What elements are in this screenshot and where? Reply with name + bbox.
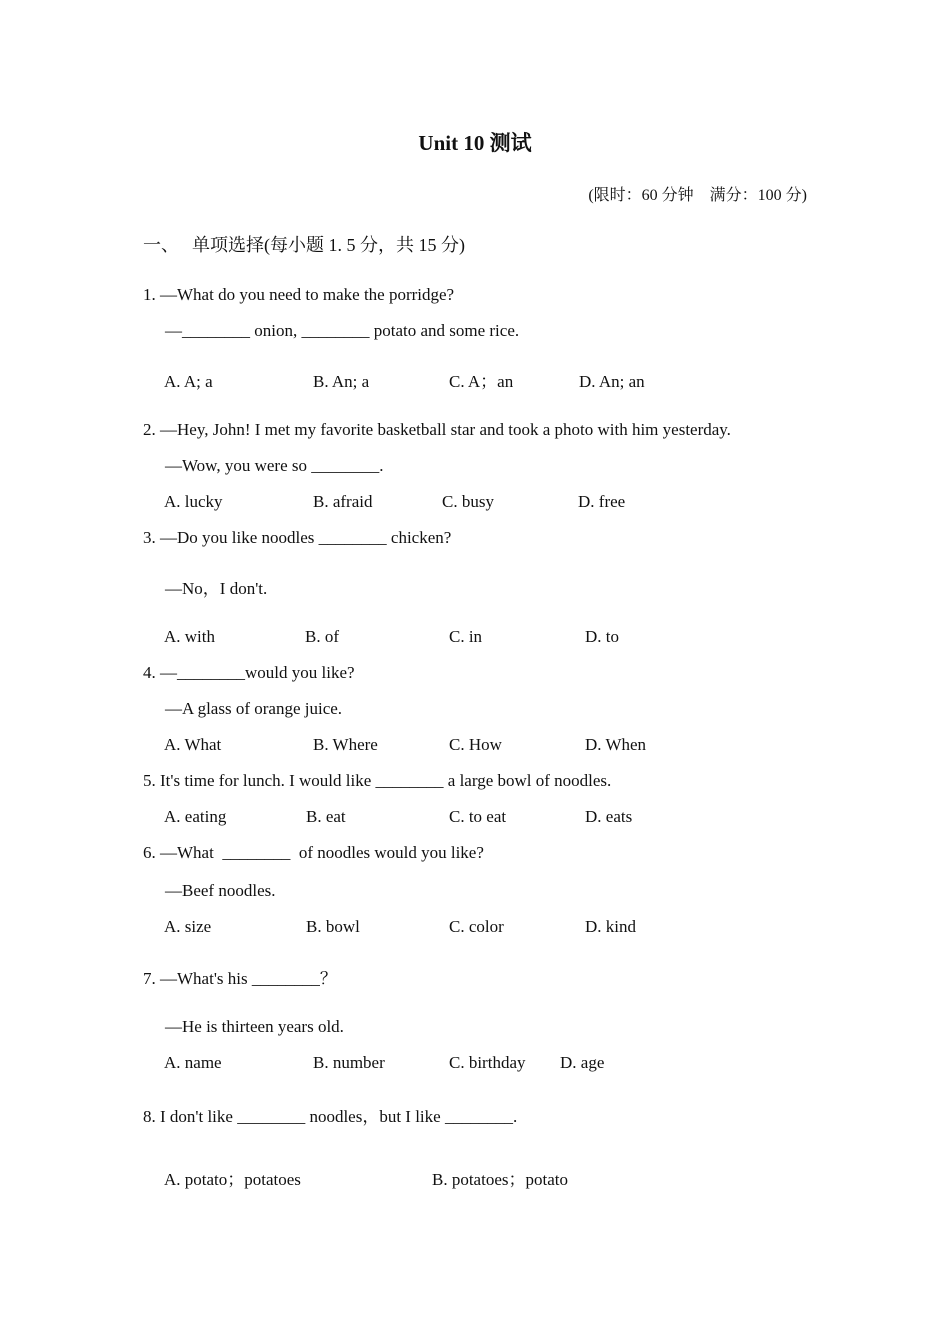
- question-2-option-b: B. afraid: [313, 492, 373, 511]
- question-7-option-b: B. number: [313, 1053, 385, 1072]
- question-3-option-c: C. in: [449, 627, 483, 646]
- question-2-option-a: A. lucky: [164, 492, 223, 511]
- question-8-stem: 8. I don't like ________ noodles，but I like ________.: [143, 1107, 518, 1126]
- question-7-stem: 7. —What's his ________？: [143, 969, 337, 988]
- section-heading: 单项选择(每小题 1. 5 分，共 15 分): [192, 235, 465, 255]
- question-1-option-c: C. A；an: [449, 372, 514, 391]
- question-5-option-c: C. to eat: [449, 807, 507, 826]
- question-3-option-a: A. with: [164, 627, 215, 646]
- question-5-option-a: A. eating: [164, 807, 227, 826]
- question-6-option-c: C. color: [449, 917, 504, 936]
- question-4-reply: —A glass of orange juice.: [165, 699, 343, 718]
- question-7-option-a: A. name: [164, 1053, 222, 1072]
- question-2-option-c: C. busy: [442, 492, 494, 511]
- question-6-option-d: D. kind: [585, 917, 636, 936]
- page-title: Unit 10 测试: [418, 131, 532, 155]
- section-number: 一、: [143, 235, 179, 255]
- question-4-option-b: B. Where: [313, 735, 378, 754]
- question-7-option-d: D. age: [560, 1053, 605, 1072]
- question-6-reply: —Beef noodles.: [165, 881, 276, 900]
- question-1-stem: 1. —What do you need to make the porridge?: [143, 285, 455, 304]
- question-5-option-b: B. eat: [306, 807, 346, 826]
- question-7-option-c: C. birthday: [449, 1053, 526, 1072]
- question-5-stem: 5. It's time for lunch. I would like ________ a large bowl of noodles.: [143, 771, 612, 790]
- question-2-reply: —Wow, you were so ________.: [165, 456, 384, 475]
- question-3-option-d: D. to: [585, 627, 619, 646]
- question-2-option-d: D. free: [578, 492, 626, 511]
- question-6-stem: 6. —What ________ of noodles would you like?: [143, 843, 484, 862]
- question-8-option-a: A. potato；potatoes: [164, 1170, 301, 1189]
- question-4-stem: 4. —________would you like?: [143, 663, 355, 682]
- question-2-stem: 2. —Hey, John! I met my favorite basketball star and took a photo with him yesterday.: [143, 420, 731, 439]
- question-3-option-b: B. of: [305, 627, 339, 646]
- question-1-option-a: A. A; a: [164, 372, 213, 391]
- question-4-option-d: D. When: [585, 735, 647, 754]
- question-4-option-a: A. What: [164, 735, 222, 754]
- question-7-reply: —He is thirteen years old.: [165, 1017, 344, 1036]
- question-1-option-b: B. An; a: [313, 372, 370, 391]
- question-6-option-b: B. bowl: [306, 917, 360, 936]
- question-1-option-d: D. An; an: [579, 372, 645, 391]
- question-3-stem: 3. —Do you like noodles ________ chicken?: [143, 528, 452, 547]
- question-1-reply: —________ onion, ________ potato and some rice.: [165, 321, 520, 340]
- question-5-option-d: D. eats: [585, 807, 633, 826]
- question-3-reply: —No，I don't.: [165, 579, 268, 598]
- question-6-option-a: A. size: [164, 917, 212, 936]
- time-limit: (限时：60 分钟 满分：100 分): [588, 187, 807, 204]
- question-4-option-c: C. How: [449, 735, 502, 754]
- question-8-option-b: B. potatoes；potato: [432, 1170, 568, 1189]
